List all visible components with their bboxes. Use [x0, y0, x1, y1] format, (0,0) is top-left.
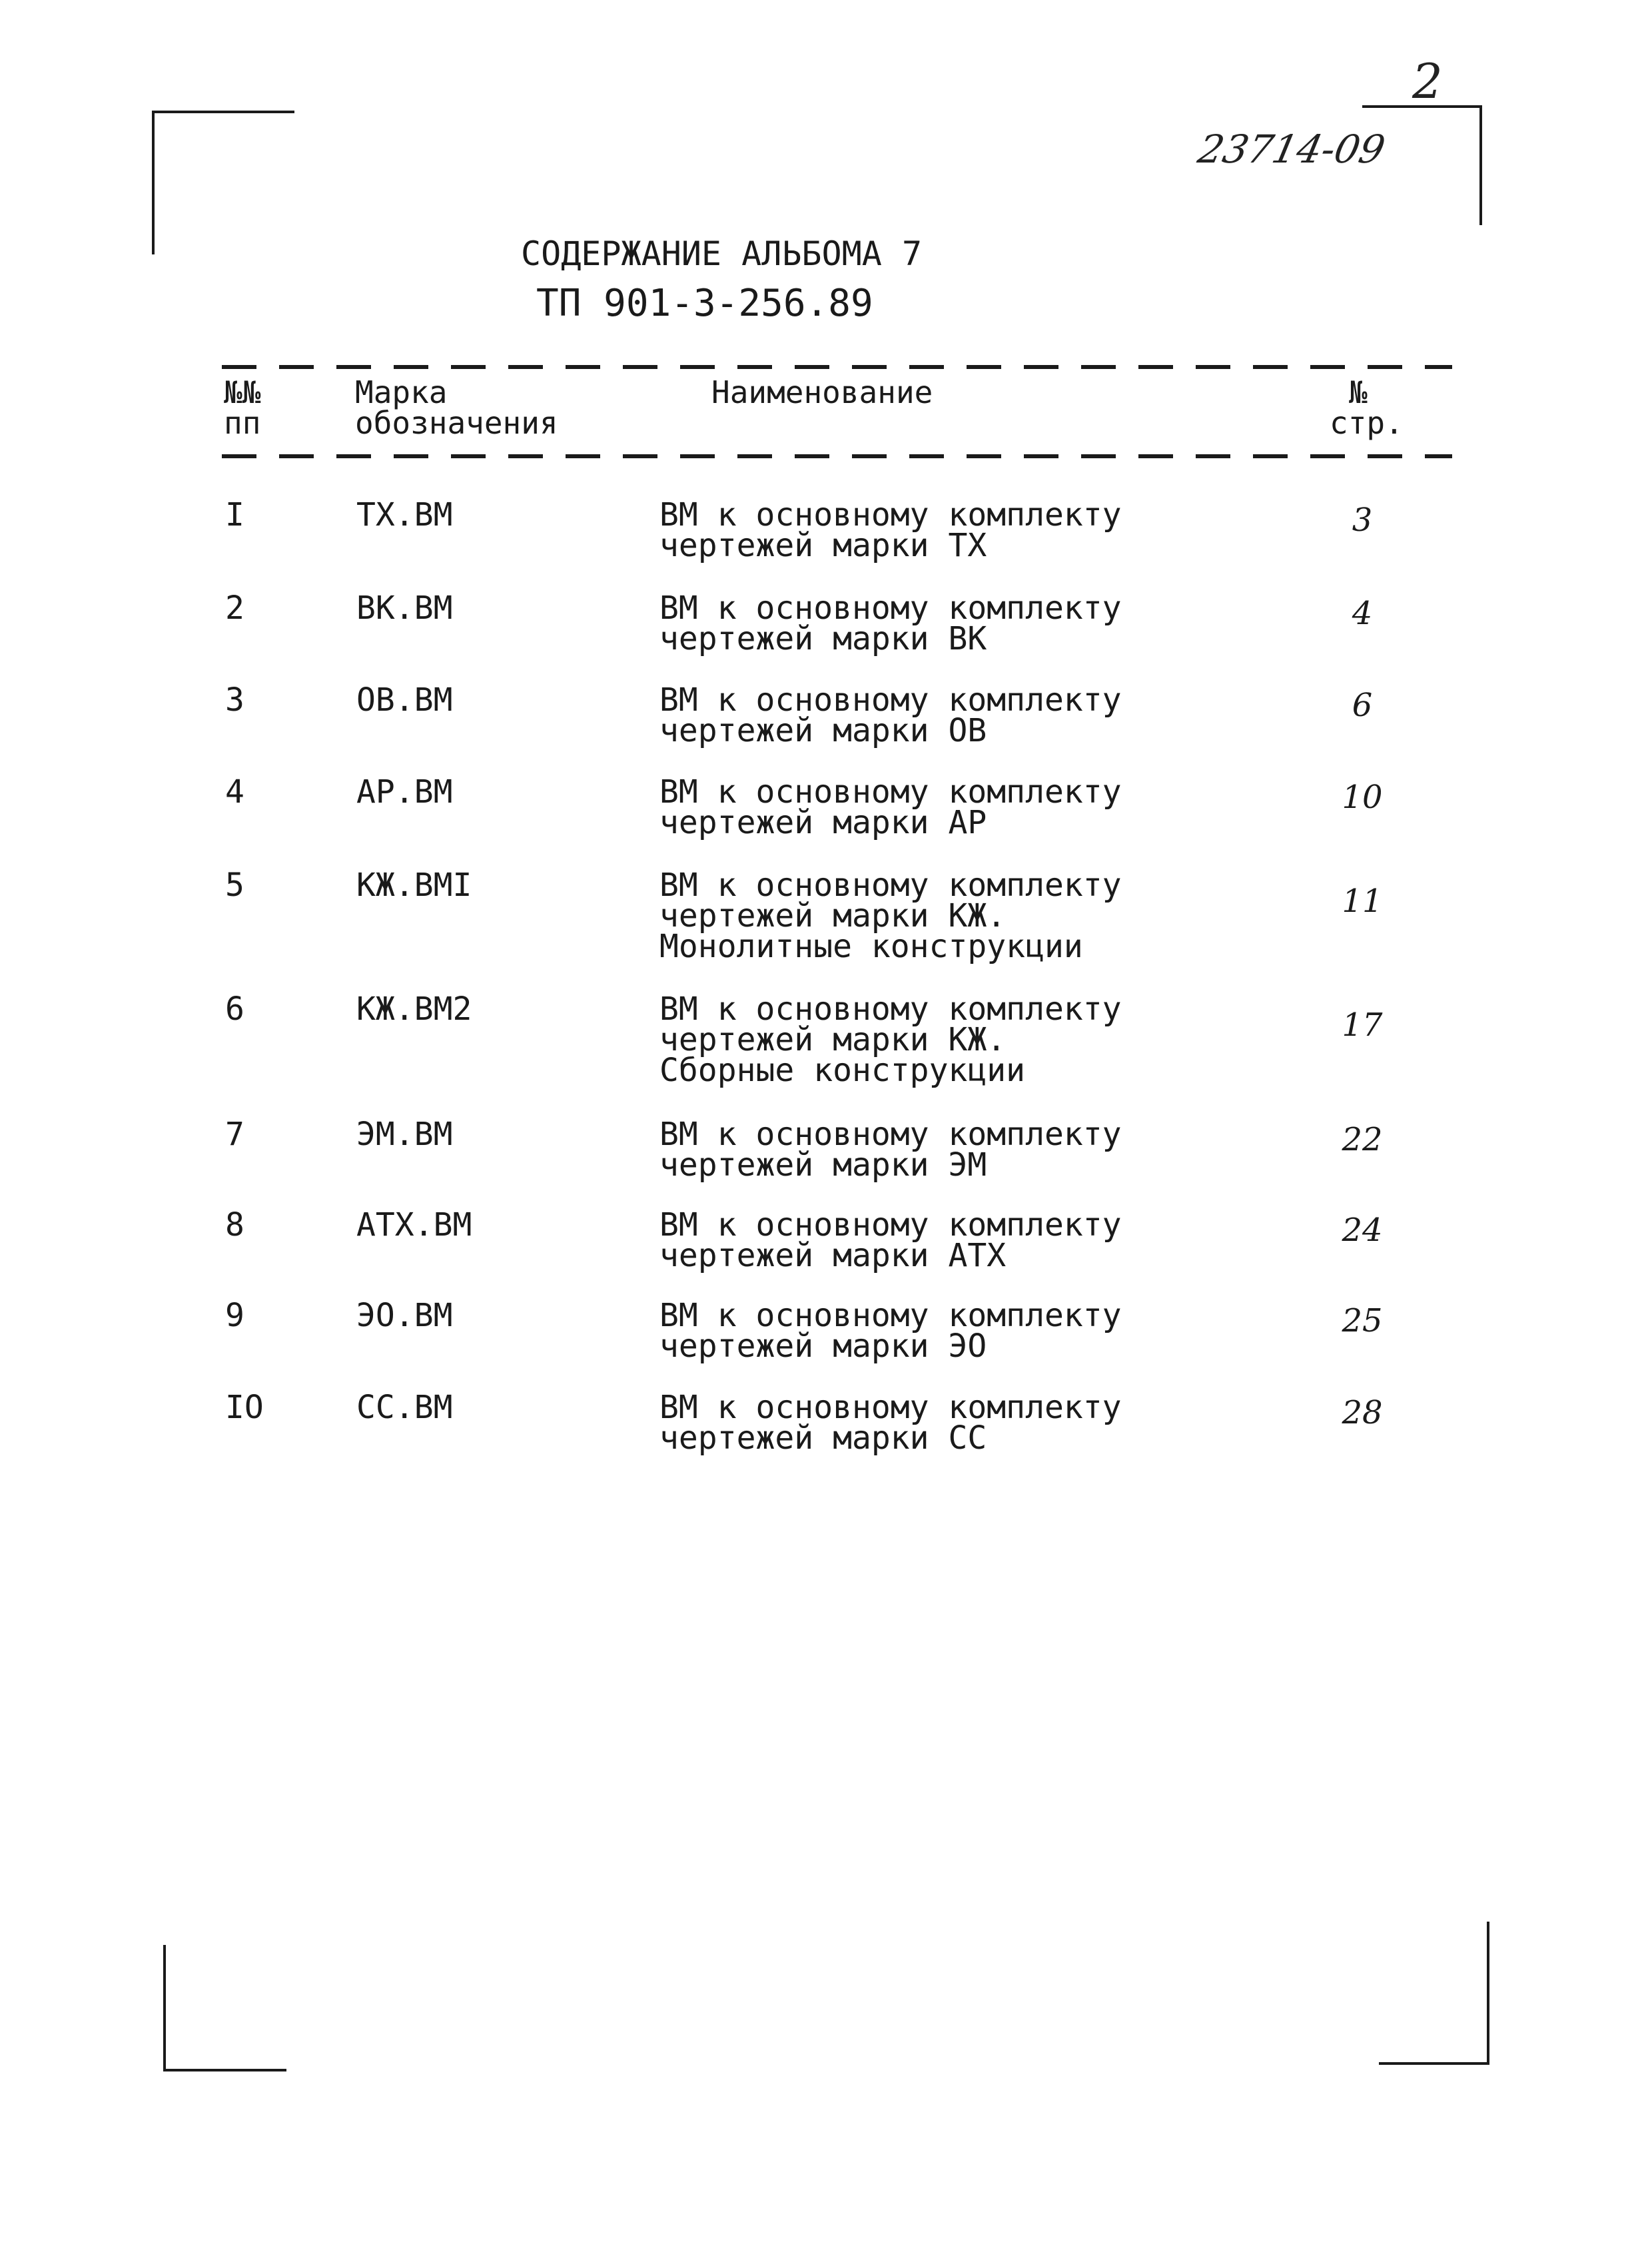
- row-name: [659, 1389, 1122, 1457]
- row-name-line: ВМ к основному комплекту: [659, 1389, 1122, 1426]
- frame-corner-bottom-left-h: [163, 2069, 286, 2071]
- row-name-line: чертежей марки АР: [659, 804, 987, 841]
- header-name: Наименование: [711, 374, 933, 410]
- row-number: 7: [225, 1116, 244, 1153]
- row-name: [659, 589, 1122, 657]
- header-page-line2: стр.: [1330, 405, 1404, 441]
- row-mark: АТХ.ВМ: [356, 1206, 472, 1244]
- header-num-line2: пп: [224, 405, 261, 441]
- row-number: 3: [225, 681, 244, 719]
- row-name-line: чертежей марки ВК: [659, 620, 987, 657]
- row-name-line: ВМ к основному комплекту: [659, 1297, 1122, 1334]
- row-name-line: ВМ к основному комплекту: [659, 1206, 1122, 1244]
- row-number: IO: [225, 1389, 264, 1426]
- page-number: 2: [1412, 53, 1443, 109]
- row-page: 3: [1352, 502, 1373, 539]
- row-name-line: чертежей марки ЭМ: [659, 1146, 987, 1184]
- row-name-line: ВМ к основному комплекту: [659, 589, 1122, 627]
- row-name-line: чертежей марки ОВ: [659, 712, 987, 749]
- row-number: 9: [225, 1297, 244, 1334]
- row-name-line: ВМ к основному комплекту: [659, 496, 1122, 534]
- row-name-line: ВМ к основному комплекту: [659, 773, 1122, 811]
- row-mark: ЭО.ВМ: [356, 1297, 453, 1334]
- row-page: 25: [1342, 1302, 1383, 1339]
- header-top-dashed-rule: [222, 365, 1452, 369]
- header-num-line1: №№: [224, 374, 261, 410]
- frame-corner-top-left-h: [152, 111, 294, 113]
- row-page: 10: [1342, 779, 1383, 816]
- row-name-line: чертежей марки ЭО: [659, 1327, 987, 1365]
- frame-corner-bottom-right-h: [1379, 2062, 1489, 2065]
- row-name: [659, 990, 1122, 1089]
- header-mark-line2: обозначения: [355, 405, 558, 441]
- row-name-line: ВМ к основному комплекту: [659, 1116, 1122, 1153]
- frame-corner-top-left-v: [152, 111, 155, 254]
- row-name: [659, 1297, 1122, 1365]
- row-mark: ОВ.ВМ: [356, 681, 453, 719]
- row-mark: КЖ.ВМ2: [356, 990, 472, 1028]
- row-number: 5: [225, 867, 244, 904]
- frame-corner-bottom-left-v: [163, 1945, 166, 2071]
- frame-corner-top-right-v: [1479, 105, 1482, 225]
- row-name-line: чертежей марки СС: [659, 1419, 987, 1457]
- row-name: [659, 496, 1122, 564]
- row-mark: ТХ.ВМ: [356, 496, 453, 534]
- row-mark: СС.ВМ: [356, 1389, 453, 1426]
- row-page: 6: [1352, 687, 1373, 724]
- row-page: 24: [1342, 1212, 1383, 1249]
- row-page: 22: [1342, 1121, 1383, 1158]
- row-mark: ВК.ВМ: [356, 589, 453, 627]
- project-code-title: ТП 901-3-256.89: [536, 282, 873, 325]
- header-mark-line1: Марка: [355, 374, 448, 410]
- header-bottom-dashed-rule: [222, 454, 1452, 458]
- header-page-line1: №: [1349, 374, 1368, 410]
- row-name-line: Монолитные конструкции: [659, 928, 1083, 965]
- row-page: 4: [1352, 595, 1373, 632]
- row-page: 11: [1342, 883, 1383, 920]
- row-name: [659, 1206, 1122, 1274]
- row-name: [659, 867, 1122, 965]
- row-name-line: ВМ к основному комплекту: [659, 867, 1122, 904]
- row-name-line: Сборные конструкции: [659, 1052, 1026, 1089]
- row-name-line: чертежей марки АТХ: [659, 1237, 1007, 1274]
- album-contents-title: СОДЕРЖАНИЕ АЛЬБОМА 7: [521, 234, 923, 273]
- row-name-line: ВМ к основному комплекту: [659, 990, 1122, 1028]
- row-name: [659, 773, 1122, 841]
- row-number: 6: [225, 990, 244, 1028]
- row-number: 2: [225, 589, 244, 627]
- row-mark: ЭМ.ВМ: [356, 1116, 453, 1153]
- row-page: 17: [1342, 1006, 1383, 1044]
- row-page: 28: [1342, 1394, 1383, 1431]
- row-name: [659, 681, 1122, 749]
- row-number: 8: [225, 1206, 244, 1244]
- row-name-line: чертежей марки КЖ.: [659, 1021, 1007, 1058]
- row-number: 4: [225, 773, 244, 811]
- row-name: [659, 1116, 1122, 1184]
- row-mark: АР.ВМ: [356, 773, 453, 811]
- frame-corner-bottom-right-v: [1487, 1922, 1489, 2065]
- document-code: 23714-09: [1194, 127, 1390, 172]
- row-number: I: [225, 496, 244, 534]
- row-name-line: ВМ к основному комплекту: [659, 681, 1122, 719]
- row-name-line: чертежей марки КЖ.: [659, 897, 1007, 934]
- row-mark: КЖ.ВМI: [356, 867, 472, 904]
- row-name-line: чертежей марки ТХ: [659, 527, 987, 564]
